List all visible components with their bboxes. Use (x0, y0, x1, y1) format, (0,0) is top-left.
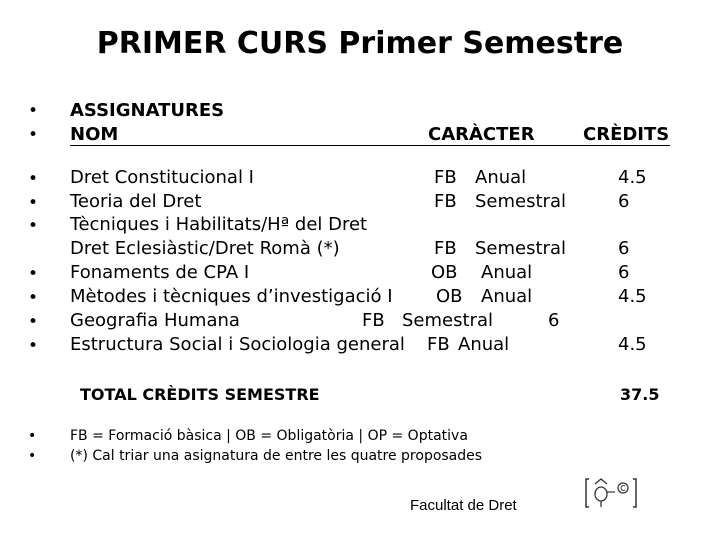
course-type: FB (434, 191, 457, 212)
bullet-dot: • (28, 125, 39, 145)
course-period: Semestral (475, 191, 566, 212)
faculty-name: Facultat de Dret (410, 497, 517, 514)
legend-note: FB = Formació bàsica | OB = Obligatòria | OP = Optativa (70, 428, 468, 444)
credits-column-header: CRÈDITS (583, 124, 670, 145)
university-logo-icon (585, 476, 637, 510)
bullet-dot: • (28, 216, 39, 236)
course-name: Mètodes i tècniques d’investigació I (70, 286, 393, 307)
course-credits: 4.5 (618, 286, 647, 307)
course-period: Anual (481, 262, 533, 283)
bullet-dot: • (28, 288, 39, 308)
course-name: Tècniques i Habilitats/Hª del Dret (70, 214, 368, 235)
course-period: Semestral (402, 310, 493, 331)
course-credits: 6 (618, 238, 630, 259)
course-type: OB (436, 286, 463, 307)
course-name: Fonaments de CPA I (70, 262, 250, 283)
bullet-dot: • (28, 336, 39, 356)
course-type: FB (427, 334, 450, 355)
course-type: FB (434, 238, 457, 259)
nom-column-header: NOM (70, 124, 119, 145)
course-name: Dret Constitucional I (70, 167, 254, 188)
bullet-dot: • (28, 193, 39, 213)
course-name: Teoria del Dret (70, 191, 202, 212)
total-credits-label: TOTAL CRÈDITS SEMESTRE (80, 385, 320, 404)
course-period: Anual (458, 334, 510, 355)
header-underline (70, 145, 670, 146)
course-credits: 4.5 (618, 167, 647, 188)
course-period: Anual (481, 286, 533, 307)
course-credits: 6 (548, 310, 560, 331)
page-title: PRIMER CURS Primer Semestre (96, 26, 624, 61)
bullet-dot: • (28, 169, 39, 189)
course-name: Geografia Humana (70, 310, 240, 331)
caracter-column-header: CARÀCTER (428, 124, 535, 145)
course-period: Semestral (475, 238, 566, 259)
bullet-dot: • (28, 101, 39, 121)
course-name: Dret Eclesiàstic/Dret Romà (*) (70, 238, 340, 259)
assignatures-heading: ASSIGNATURES (70, 100, 225, 121)
selection-note: (*) Cal triar una asignatura de entre les quatre proposades (70, 448, 483, 464)
course-credits: 4.5 (618, 334, 647, 355)
bullet-dot: • (28, 312, 39, 332)
bullet-dot: • (28, 428, 37, 444)
bullet-dot: • (28, 264, 39, 284)
course-credits: 6 (618, 262, 630, 283)
bullet-dot: • (28, 448, 37, 464)
course-type: FB (434, 167, 457, 188)
course-type: OB (431, 262, 458, 283)
course-period: Anual (475, 167, 527, 188)
course-type: FB (362, 310, 385, 331)
total-credits-value: 37.5 (620, 385, 660, 404)
course-credits: 6 (618, 191, 630, 212)
course-name: Estructura Social i Sociologia general (70, 334, 405, 355)
